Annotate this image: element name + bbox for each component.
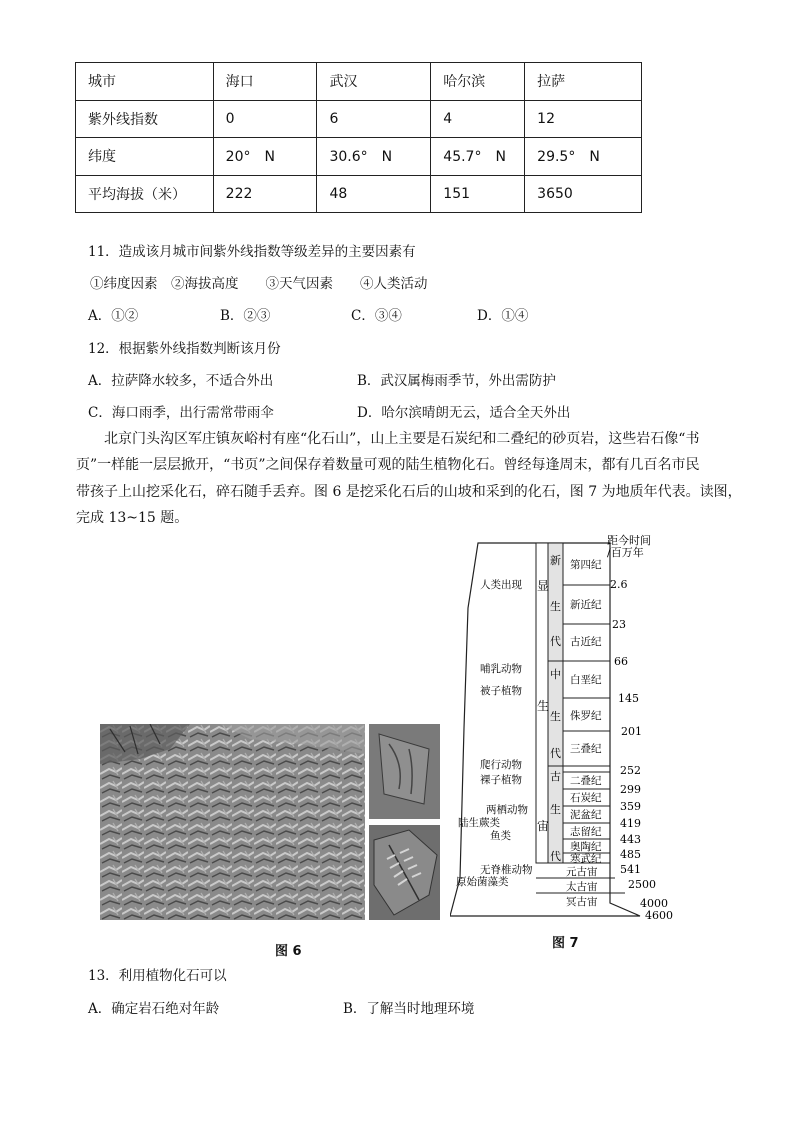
period-cretaceous: 白垩纪 [570, 674, 602, 686]
life-reptiles: 爬行动物 [480, 759, 522, 771]
life-land-ferns: 陆生蕨类 [458, 817, 500, 829]
eon-char-1: 显 [537, 579, 550, 593]
q12-option-b: B．武汉属梅雨季节，外出需防护 [357, 373, 556, 389]
time-header-1: 距今时间 [607, 534, 651, 547]
life-invertebrates: 无脊椎动物 [480, 864, 533, 876]
eon-proterozoic: 元古宙 [566, 866, 598, 878]
table-cell: 武汉 [317, 63, 431, 101]
passage-line-3: 带孩子上山挖采化石，碎石随手丢弃。图 6 是挖采化石后的山坡和采到的化石，图 7 为地质年代表。读图， [76, 484, 742, 500]
era-mesozoic-1: 中 [550, 668, 561, 681]
table-cell: 20° N [213, 138, 317, 176]
table-row [76, 100, 642, 138]
era-cenozoic-1: 新 [550, 554, 561, 567]
uv-index-table [75, 62, 642, 213]
table-row [76, 63, 642, 101]
table-cell: 45.7° N [431, 138, 525, 176]
period-triassic: 三叠纪 [570, 743, 602, 755]
life-angiosperms: 被子植物 [480, 685, 522, 697]
table-cell: 4 [431, 100, 525, 138]
table-cell: 哈尔滨 [431, 63, 525, 101]
table-cell: 城市 [76, 63, 214, 101]
q11-option-b: B．②③ [220, 308, 271, 324]
era-paleozoic-2: 生 [550, 803, 561, 816]
period-carboniferous: 石炭纪 [570, 792, 602, 804]
q13-option-a: A．确定岩石绝对年龄 [88, 1001, 220, 1017]
era-paleozoic-3: 代 [550, 850, 561, 863]
eon-hadean: 冥古宙 [566, 896, 598, 908]
age-201: 201 [621, 725, 642, 738]
table-cell: 紫外线指数 [76, 100, 214, 138]
age-23: 23 [612, 618, 626, 631]
q11-option-a: A．①② [88, 308, 139, 324]
eon-char-3: 宙 [537, 819, 550, 833]
q13-stem: 13．利用植物化石可以 [88, 968, 227, 984]
figure-6-caption: 图 6 [275, 944, 302, 959]
table-cell: 48 [317, 175, 431, 213]
era-mesozoic-2: 生 [550, 710, 561, 723]
period-cambrian: 寒武纪 [570, 853, 602, 865]
table-row [76, 175, 642, 213]
q11-option-d: D．①④ [477, 308, 529, 324]
period-ordovician: 奥陶纪 [570, 841, 602, 853]
table-cell: 海口 [213, 63, 317, 101]
period-permian: 二叠纪 [570, 775, 602, 787]
period-quaternary: 第四纪 [570, 559, 602, 571]
life-gymnosperms: 裸子植物 [480, 774, 522, 786]
era-mesozoic-3: 代 [550, 747, 561, 760]
life-primitive-algae: 原始菌藻类 [456, 876, 509, 888]
age-541: 541 [620, 863, 641, 876]
q12-stem: 12．根据紫外线指数判断该月份 [88, 341, 281, 357]
figure-7-caption: 图 7 [552, 936, 579, 951]
age-485: 485 [620, 848, 641, 861]
life-fish: 鱼类 [490, 830, 511, 842]
age-359: 359 [620, 800, 641, 813]
eon-char-2: 生 [537, 699, 550, 713]
q11-factors: ①纬度因素 ②海拔高度 ③天气因素 ④人类活动 [90, 276, 428, 292]
age-299: 299 [620, 783, 641, 796]
q12-option-c: C．海口雨季，出行需常带雨伞 [88, 405, 274, 421]
table-row [76, 138, 642, 176]
period-devonian: 泥盆纪 [570, 809, 602, 821]
table-cell: 29.5° N [525, 138, 642, 176]
table-cell: 平均海拔（米） [76, 175, 214, 213]
age-443: 443 [620, 833, 641, 846]
period-neogene: 新近纪 [570, 599, 602, 611]
table-cell: 30.6° N [317, 138, 431, 176]
age-145: 145 [618, 692, 639, 705]
fossil-specimen-photo-top [369, 724, 440, 819]
age-66: 66 [614, 655, 628, 668]
life-mammals: 哺乳动物 [480, 663, 522, 675]
table-cell: 拉萨 [525, 63, 642, 101]
age-419: 419 [620, 817, 641, 830]
table-cell: 222 [213, 175, 317, 213]
table-cell: 12 [525, 100, 642, 138]
table-cell: 0 [213, 100, 317, 138]
passage-line-2: 页”一样能一层层掀开，“书页”之间保存着数量可观的陆生植物化石。曾经每逢周末，都有几百名市民 [76, 457, 700, 473]
age-4600: 4600 [645, 909, 673, 922]
table-cell: 3650 [525, 175, 642, 213]
q11-option-c: C．③④ [351, 308, 402, 324]
fossil-hillside-photo [100, 724, 365, 920]
life-amphibians: 两栖动物 [486, 804, 528, 816]
period-paleogene: 古近纪 [570, 636, 602, 648]
eon-archean: 太古宙 [566, 881, 598, 893]
table-cell: 纬度 [76, 138, 214, 176]
age-2500: 2500 [628, 878, 656, 891]
era-cenozoic-3: 代 [550, 635, 561, 648]
table-cell: 151 [431, 175, 525, 213]
q12-option-a: A．拉萨降水较多，不适合外出 [88, 373, 274, 389]
time-header-2: /百万年 [607, 546, 644, 559]
passage-line-1: 北京门头沟区军庄镇灰峪村有座“化石山”，山上主要是石炭纪和二叠纪的砂页岩，这些岩石像“书 [104, 431, 700, 447]
q11-stem: 11．造成该月城市间紫外线指数等级差异的主要因素有 [88, 244, 416, 260]
era-cenozoic-2: 生 [550, 600, 561, 613]
passage-line-4: 完成 13~15 题。 [76, 510, 189, 526]
period-silurian: 志留纪 [570, 826, 602, 838]
age-2-6: 2.6 [610, 578, 628, 591]
q13-option-b: B．了解当时地理环境 [343, 1001, 475, 1017]
era-paleozoic-1: 古 [550, 770, 561, 783]
life-human: 人类出现 [480, 579, 522, 591]
age-4000: 4000 [640, 897, 668, 910]
fern-fossil-photo [369, 825, 440, 920]
geologic-time-scale [450, 528, 680, 923]
period-jurassic: 侏罗纪 [570, 710, 602, 722]
table-cell: 6 [317, 100, 431, 138]
age-252: 252 [620, 764, 641, 777]
q12-option-d: D．哈尔滨晴朗无云，适合全天外出 [357, 405, 571, 421]
